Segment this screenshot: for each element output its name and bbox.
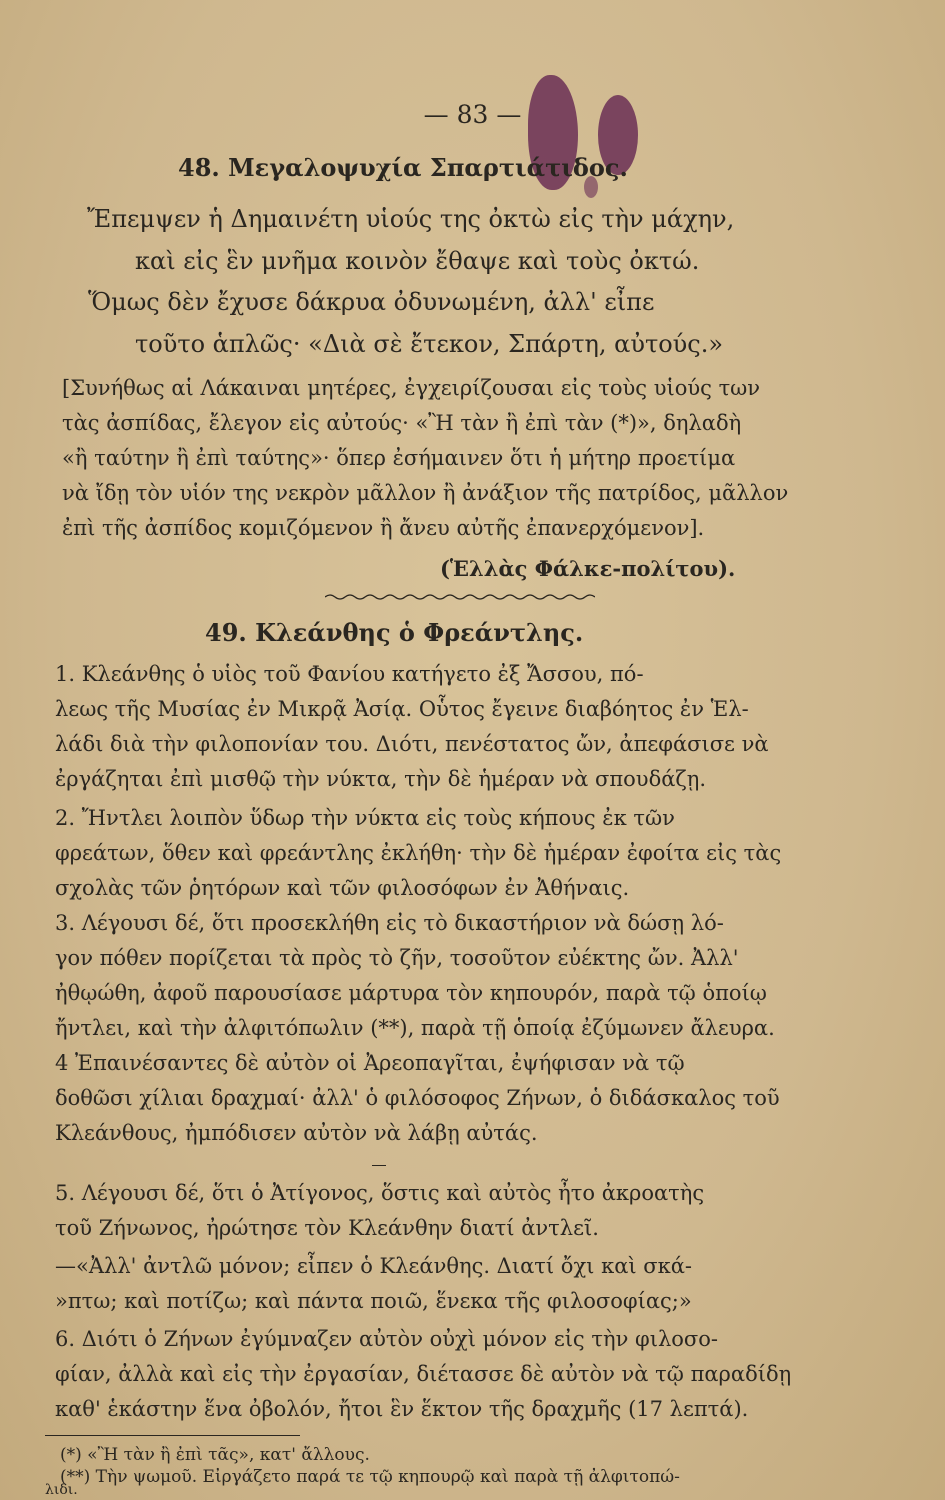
footnote: λιδι. [45, 1482, 78, 1498]
paragraph-line: ἠθῳώθη, ἀφοῦ παρουσίασε μάρτυρα τὸν κηπουρόν, παρὰ τῷ ὁποίῳ [55, 981, 767, 1005]
page-number: — 83 — [423, 100, 522, 129]
paragraph-line: καθ' ἑκάστην ἕνα ὀβολόν, ἤτοι ἓν ἕκτον τῆς δραχμῆς (17 λεπτά). [55, 1397, 749, 1421]
section-48-title: 48. Μεγαλοψυχία Σπαρτιάτιδος. [178, 153, 628, 182]
paragraph-line: φρεάτων, ὅθεν καὶ φρεάντλης ἐκλήθη· τὴν δὲ ἡμέραν ἐφοίτα εἰς τὰς [55, 841, 782, 865]
attribution: (Ἑλλὰς Φάλκε-πολίτου). [440, 556, 736, 581]
paragraph-line: λάδι διὰ τὴν φιλοπονίαν του. Διότι, πενέστατος ὤν, ἀπεφάσισε νὰ [55, 732, 769, 756]
paragraph-line: »πτω; καὶ ποτίζω; καὶ πάντα ποιῶ, ἕνεκα τῆς φιλοσοφίας;» [55, 1289, 692, 1313]
poem-line: Ὅμως δὲν ἔχυσε δάκρυα ὀδυνωμένη, ἀλλ' εἶπε [88, 288, 655, 316]
bracket-note-line: τὰς ἀσπίδας, ἔλεγον εἰς αὐτούς· «Ἢ τὰν ἢ ἐπὶ τὰν (*)», δηλαδὴ [62, 411, 742, 435]
paragraph-line: σχολὰς τῶν ῥητόρων καὶ τῶν φιλοσόφων ἐν Ἀθήναις. [55, 876, 630, 900]
bracket-note-line: «ἢ ταύτην ἢ ἐπὶ ταύτης»· ὅπερ ἐσήμαινεν ὅτι ἡ μήτηρ προετίμα [62, 446, 736, 470]
paragraph-line: δοθῶσι χίλιαι δραχμαί· ἀλλ' ὁ φιλόσοφος Ζήνων, ὁ διδάσκαλος τοῦ [55, 1086, 780, 1110]
paragraph-line: 3. Λέγουσι δέ, ὅτι προσεκλήθη εἰς τὸ δικαστήριον νὰ δώσῃ λό- [55, 911, 724, 935]
poem-line: καὶ εἰς ἓν μνῆμα κοινὸν ἔθαψε καὶ τοὺς ὀκτώ. [135, 247, 700, 275]
wavy-divider [325, 593, 595, 601]
paragraph-line: 6. Διότι ὁ Ζήνων ἐγύμναζεν αὐτὸν οὐχὶ μόνον εἰς τὴν φιλοσο- [55, 1327, 718, 1351]
paragraph-line: ἤντλει, καὶ τὴν ἀλφιτόπωλιν (**), παρὰ τῇ ὁποίᾳ ἐζύμωνεν ἄλευρα. [55, 1016, 775, 1040]
paragraph-line: —«Ἀλλ' ἀντλῶ μόνον; εἶπεν ὁ Κλεάνθης. Διατί ὄχι καὶ σκά- [55, 1254, 693, 1278]
paragraph-line: γον πόθεν πορίζεται τὰ πρὸς τὸ ζῆν, τοσοῦτον εὐέκτης ὤν. Ἀλλ' [55, 946, 739, 970]
paragraph-line: Κλεάνθους, ἠμπόδισεν αὐτὸν νὰ λάβῃ αὐτάς. [55, 1121, 538, 1145]
poem-line: τοῦτο ἁπλῶς· «Διὰ σὲ ἔτεκον, Σπάρτη, αὐτούς.» [135, 330, 724, 358]
bracket-note-line: ἐπὶ τῆς ἀσπίδος κομιζόμενον ἢ ἄνευ αὐτῆς ἐπανερχόμενον]. [62, 516, 705, 540]
paragraph-line: λεως τῆς Μυσίας ἐν Μικρᾷ Ἀσίᾳ. Οὗτος ἔγεινε διαβόητος ἐν Ἑλ- [55, 697, 749, 721]
section-49-title: 49. Κλεάνθης ὁ Φρεάντλης. [205, 618, 584, 647]
bracket-note-line: [Συνήθως αἱ Λάκαιναι μητέρες, ἐγχειρίζουσαι εἰς τοὺς υἱούς των [62, 376, 761, 400]
paragraph-line: ἐργάζηται ἐπὶ μισθῷ τὴν νύκτα, τὴν δὲ ἡμέραν νὰ σπουδάζῃ. [55, 767, 707, 791]
short-rule [372, 1165, 386, 1166]
paragraph-line: 4 Ἐπαινέσαντες δὲ αὐτὸν οἱ Ἀρεοπαγῖται, ἐψήφισαν νὰ τῷ [55, 1051, 685, 1075]
paragraph-line: 1. Κλεάνθης ὁ υἱὸς τοῦ Φανίου κατήγετο ἐξ Ἄσσου, πό- [55, 662, 644, 686]
paragraph-line: 5. Λέγουσι δέ, ὅτι ὁ Ἀτίγονος, ὅστις καὶ αὐτὸς ἦτο ἀκροατὴς [55, 1181, 705, 1205]
footnote-rule [45, 1435, 300, 1436]
paragraph-line: φίαν, ἀλλὰ καὶ εἰς τὴν ἐργασίαν, διέτασσε δὲ αὐτὸν νὰ τῷ παραδίδῃ [55, 1362, 792, 1386]
paragraph-line: 2. Ἤντλει λοιπὸν ὕδωρ τὴν νύκτα εἰς τοὺς κήπους ἐκ τῶν [55, 806, 675, 830]
paragraph-line: τοῦ Ζήνωνος, ἠρώτησε τὸν Κλεάνθην διατί ἀντλεῖ. [55, 1216, 599, 1240]
footnote: (*) «Ἢ τὰν ἢ ἐπὶ τᾶς», κατ' ἄλλους. [60, 1445, 370, 1465]
bracket-note-line: νὰ ἴδῃ τὸν υἱόν της νεκρὸν μᾶλλον ἢ ἀνάξιον τῆς πατρίδος, μᾶλλον [62, 481, 789, 505]
footnote: (**) Τὴν ψωμοῦ. Εἰργάζετο παρά τε τῷ κηπουρῷ καὶ παρὰ τῇ ἀλφιτοπώ- [60, 1467, 680, 1487]
poem-line: Ἔπεμψεν ἡ Δημαινέτη υἱούς της ὀκτὼ εἰς τὴν μάχην, [87, 205, 735, 233]
